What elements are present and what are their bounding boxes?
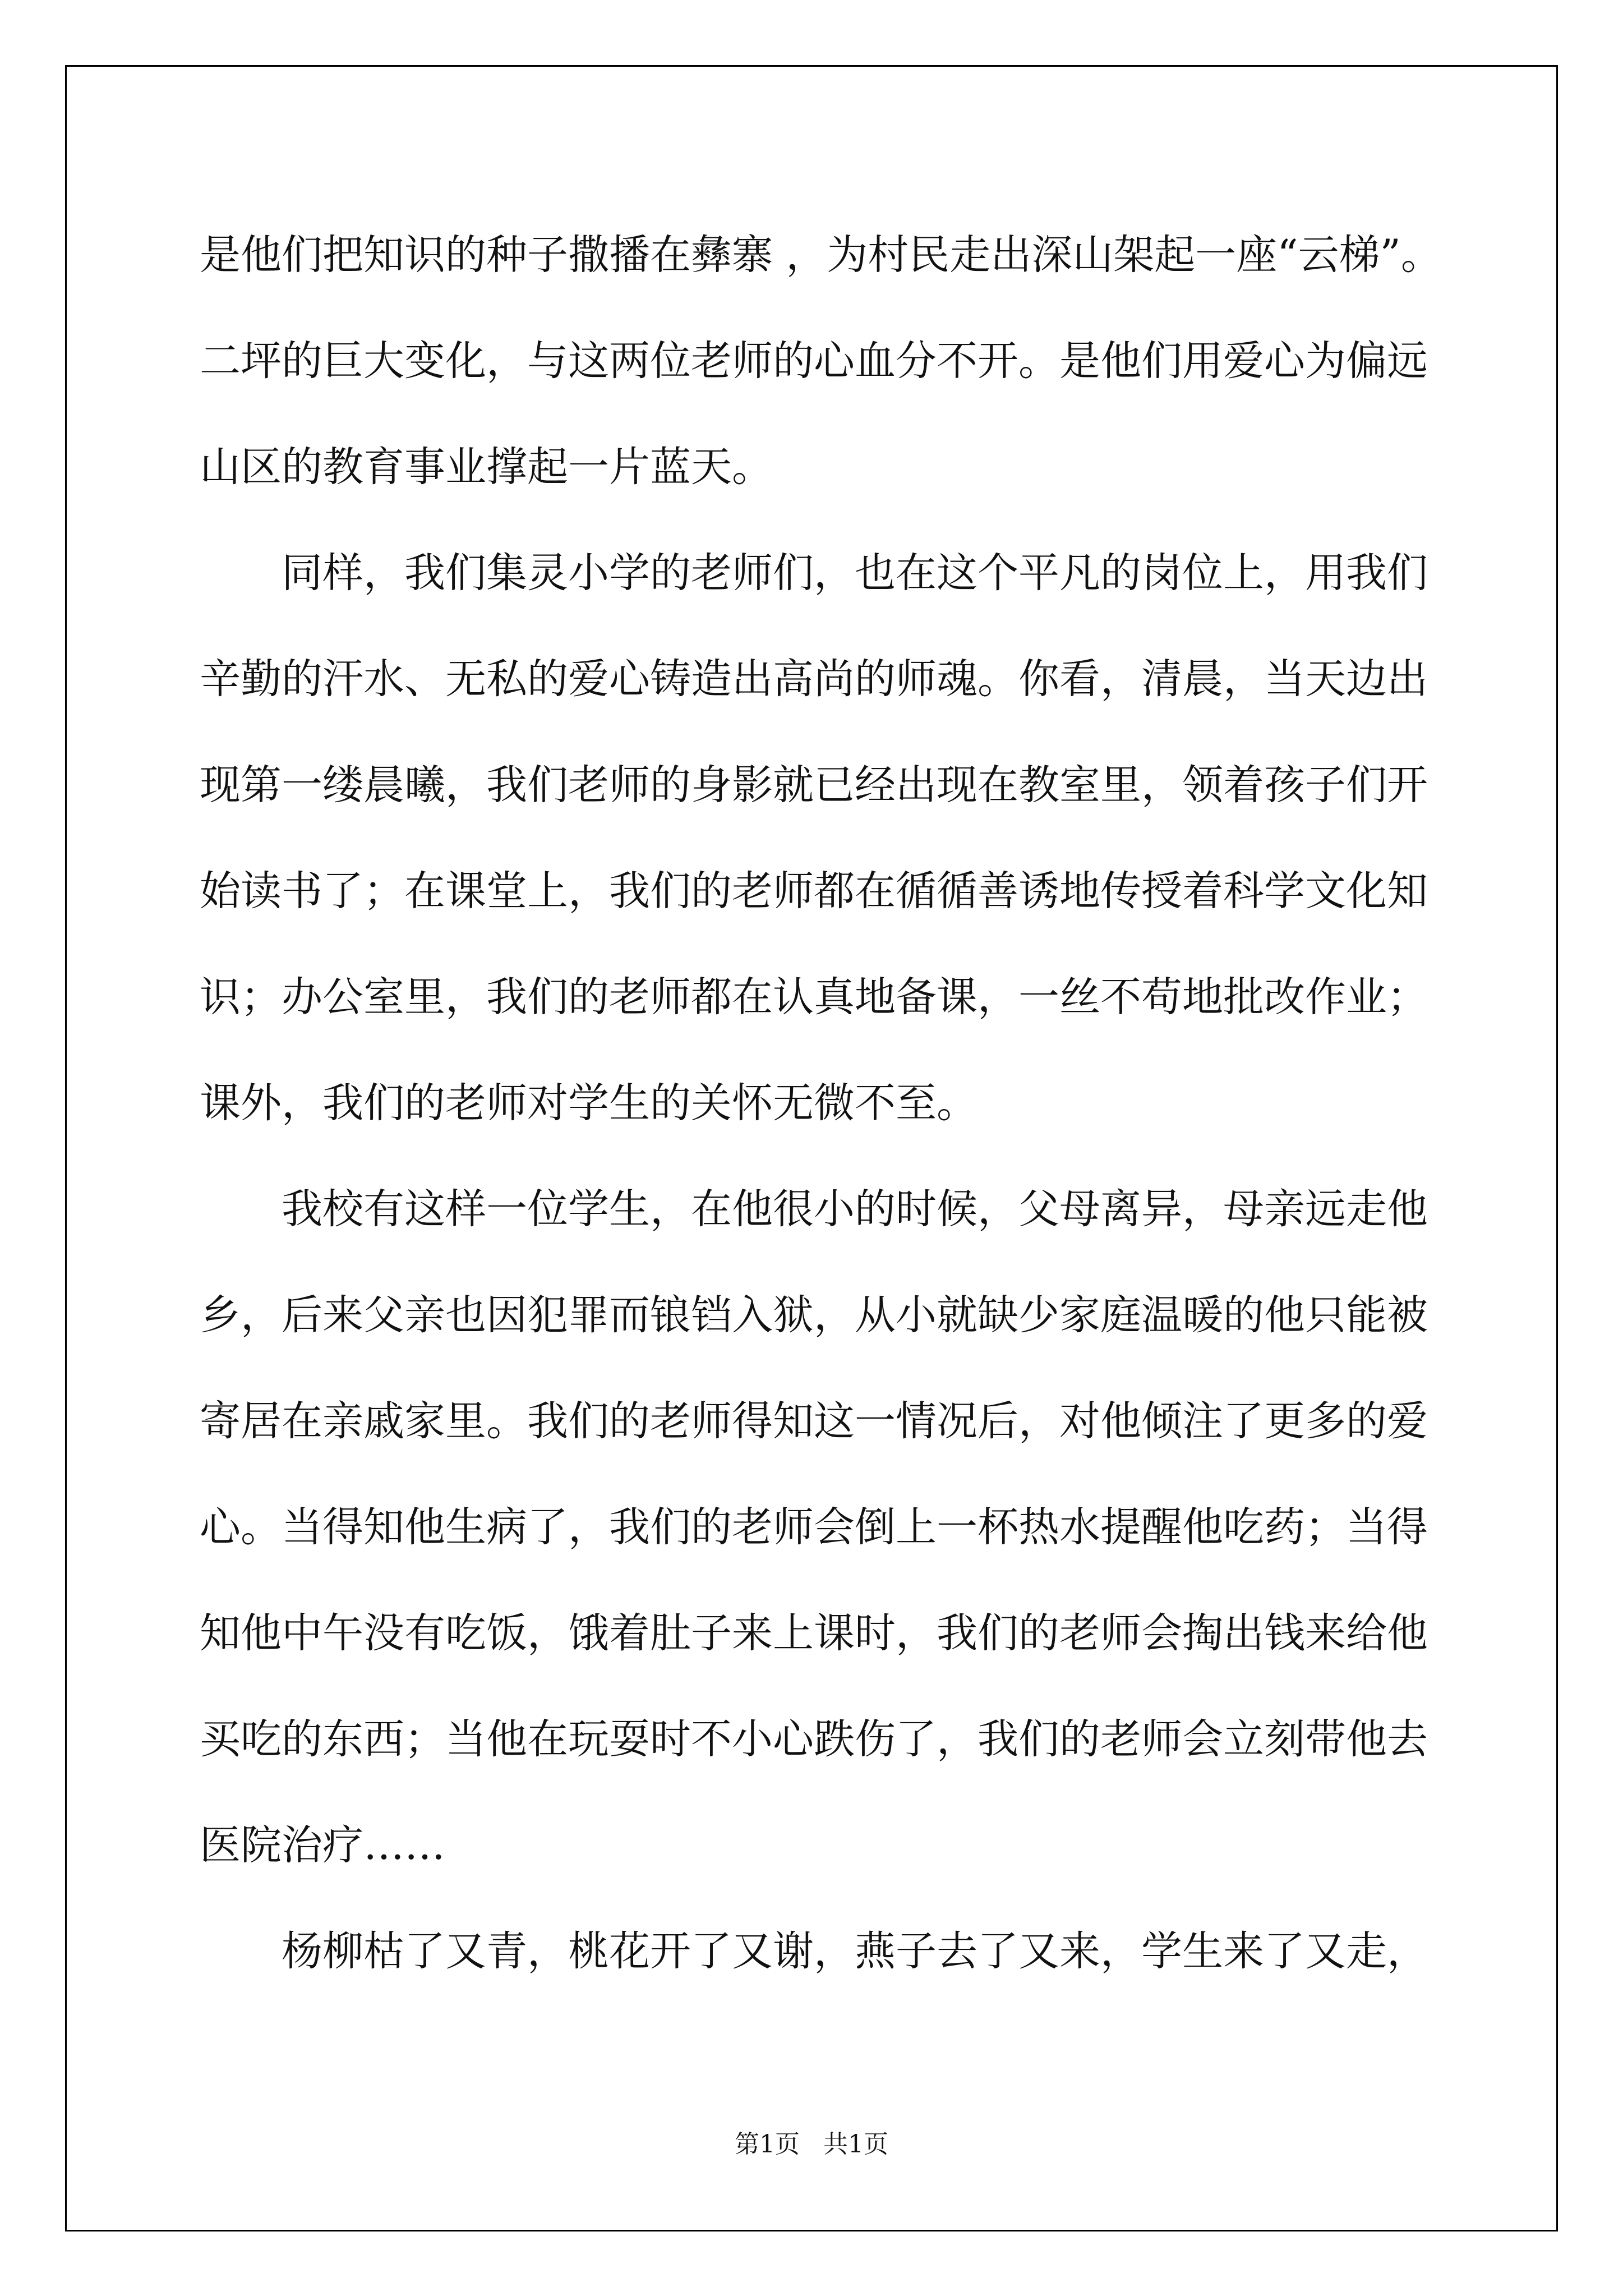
text-line: 寄居在亲戚家里。我们的老师得知这一情况后，对他倾注了更多的爱 [200,1397,1428,1445]
page-number-footer: 第1页 共1页 [735,2130,888,2159]
paragraph-3 [200,1156,1461,1898]
text-line: 心。当得知他生病了，我们的老师会倒上一杯热水提醒他吃药；当得 [200,1503,1428,1551]
paragraph-1 [200,202,1461,520]
text-line: 医院治疗…… [200,1821,445,1869]
text-line: 是他们把知识的种子撒播在彝寨 ，为村民走出深山架起一座“云梯”。 [200,231,1442,279]
text-line: 买吃的东西；当他在玩耍时不小心跌伤了，我们的老师会立刻带他去 [200,1715,1428,1763]
paragraph-2 [200,520,1461,1156]
text-line: 乡，后来父亲也因犯罪而锒铛入狱，从小就缺少家庭温暖的他只能被 [200,1291,1428,1339]
text-line: 课外，我们的老师对学生的关怀无微不至。 [200,1079,978,1127]
text-line: 始读书了；在课堂上，我们的老师都在循循善诱地传授着科学文化知 [200,867,1428,915]
document-body [200,202,1461,2004]
text-line: 识；办公室里，我们的老师都在认真地备课，一丝不苟地批改作业； [200,973,1428,1021]
text-line: 我校有这样一位学生，在他很小的时候，父母离异，母亲远走他 [282,1185,1428,1233]
paragraph-4 [200,1898,1461,2004]
text-line: 山区的教育事业撑起一片蓝天。 [200,443,773,491]
text-line: 辛勤的汗水、无私的爱心铸造出高尚的师魂。你看，清晨，当天边出 [200,655,1428,703]
text-line: 现第一缕晨曦，我们老师的身影就已经出现在教室里，领着孩子们开 [200,761,1428,809]
text-line: 二坪的巨大变化，与这两位老师的心血分不开。是他们用爱心为偏远 [200,337,1428,385]
text-line: 知他中午没有吃饭，饿着肚子来上课时，我们的老师会掏出钱来给他 [200,1609,1428,1657]
text-line: 杨柳枯了又青，桃花开了又谢，燕子去了又来，学生来了又走， [282,1927,1428,1975]
text-line: 同样，我们集灵小学的老师们，也在这个平凡的岗位上，用我们 [282,549,1428,597]
